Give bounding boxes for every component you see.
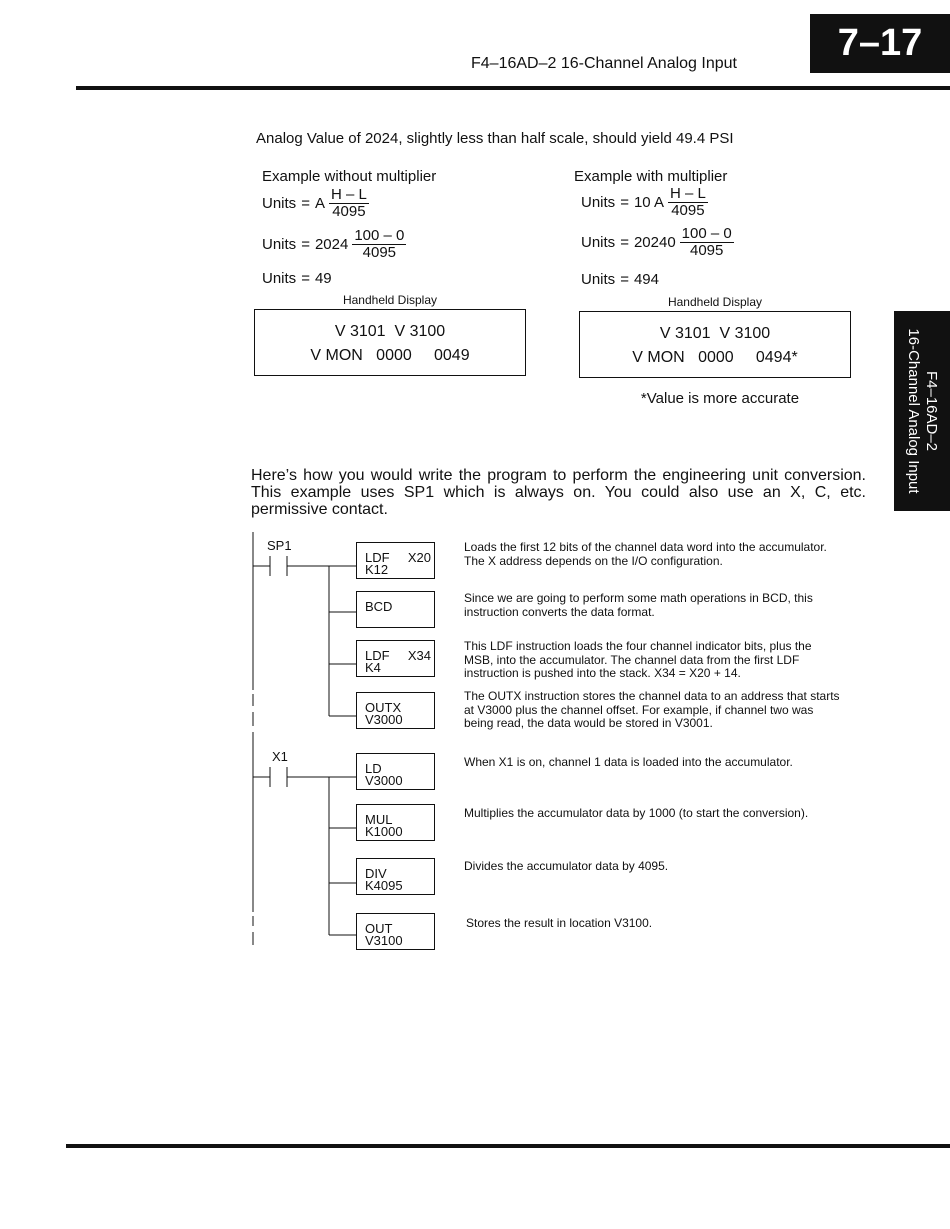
instruction-op: BCD: [365, 599, 393, 614]
eq-denominator: 4095: [671, 202, 705, 219]
instruction-arg: V3000: [365, 773, 403, 788]
eq-lhs: Units: [581, 234, 616, 251]
page-number-tab: 7–17: [810, 14, 950, 73]
contact-label-x1: X1: [272, 749, 288, 764]
side-tab-line1: F4–16AD–2: [923, 370, 940, 452]
instruction-box-mul: [356, 804, 435, 841]
eq-coef: 2024: [314, 236, 349, 253]
eq-lhs: Units: [262, 270, 297, 287]
intro-text: Analog Value of 2024, slightly less than half scale, should yield 49.4 PSI: [256, 130, 734, 147]
instruction-description: Stores the result in location V3100.: [466, 916, 653, 930]
eq-denominator: 4095: [690, 242, 724, 259]
example-left-heading: Example without multiplier: [262, 168, 437, 185]
instruction-op: MUL: [365, 812, 393, 827]
display-row2: V MON 0000 0049: [310, 347, 470, 364]
instruction-arg: K1000: [365, 824, 403, 839]
instruction-box-bcd: [356, 591, 435, 628]
eq-coef: 10 A: [633, 194, 664, 211]
instruction-description: This LDF instruction loads the four channel indicator bits, plus the MSB, into the accumulator. The channel data from the first LDF instruction is pushed into the stack. X34 = X20 + 14.: [464, 639, 812, 680]
instruction-box-out: [356, 913, 435, 950]
instruction-box-div: [356, 858, 435, 895]
instruction-description: When X1 is on, channel 1 data is loaded into the accumulator.: [464, 755, 793, 769]
eq-numerator: H – L: [669, 185, 706, 202]
instruction-box-outx: [356, 692, 435, 729]
eq-sign: =: [301, 195, 310, 212]
instruction-arg: V3100: [365, 933, 403, 948]
instruction-description: Divides the accumulator data by 4095.: [464, 859, 669, 873]
eq-lhs: Units: [581, 194, 616, 211]
instruction-arg: K4: [365, 660, 381, 675]
example-right-heading: Example with multiplier: [574, 168, 728, 185]
instruction-description: Multiplies the accumulator data by 1000 (to start the conversion).: [464, 806, 809, 820]
instruction-op: OUTX: [365, 700, 402, 715]
left-display-label: Handheld Display: [342, 293, 438, 307]
eq-value: 494: [633, 271, 659, 288]
body-paragraph: Here’s how you would write the program to perform the engineering unit conversion. This example uses SP1 which is always on. You could also use an X, C, etc. permissive contact.: [251, 467, 866, 518]
contact-label-sp1: SP1: [267, 538, 292, 553]
instruction-description: The OUTX instruction stores the channel data to an address that starts at V3000 plus the channel offset. For example, if channel two was being read, the data would be stored in V3001.: [464, 689, 840, 730]
eq-lhs: Units: [262, 195, 297, 212]
instruction-box-ld: [356, 753, 435, 790]
display-row1: V 3101 V 3100: [334, 323, 446, 340]
eq-sign: =: [301, 270, 310, 287]
instruction-arg: V3000: [365, 712, 403, 727]
accuracy-note: *Value is more accurate: [640, 390, 800, 407]
eq-lhs: Units: [581, 271, 616, 288]
instruction-arg: K12: [365, 562, 389, 577]
eq-denominator: 4095: [332, 203, 366, 220]
eq-sign: =: [620, 271, 629, 288]
instruction-op: LD: [365, 761, 382, 776]
display-row2: V MON 0000 0494*: [632, 349, 798, 366]
eq-numerator: H – L: [330, 186, 367, 203]
side-tab-line2: 16-Channel Analog Input: [905, 328, 922, 494]
eq-value: 49: [314, 270, 332, 287]
instruction-op: OUT: [365, 921, 393, 936]
eq-sign: =: [620, 194, 629, 211]
instruction-box-ldf-x20: [356, 542, 435, 579]
page-header-title: F4–16AD–2 16-Channel Analog Input: [471, 55, 737, 72]
instruction-arg: K4095: [365, 878, 403, 893]
display-row1: V 3101 V 3100: [659, 325, 771, 342]
instruction-op: LDF: [365, 550, 390, 565]
instruction-op: LDF: [365, 648, 390, 663]
instruction-box-ldf-x34: [356, 640, 435, 677]
footer-rule: [66, 1144, 950, 1148]
instruction-addr: X20: [407, 550, 431, 565]
eq-sign: =: [620, 234, 629, 251]
instruction-addr: X34: [407, 648, 431, 663]
instruction-description: Since we are going to perform some math operations in BCD, this instruction converts the data format.: [464, 591, 813, 619]
eq-numerator: 100 – 0: [354, 227, 405, 244]
eq-sign: =: [301, 236, 310, 253]
eq-coef: A: [314, 195, 325, 212]
eq-numerator: 100 – 0: [681, 225, 732, 242]
right-display-label: Handheld Display: [667, 295, 763, 309]
eq-denominator: 4095: [362, 244, 397, 261]
eq-coef: 20240: [633, 234, 676, 251]
eq-lhs: Units: [262, 236, 297, 253]
instruction-op: DIV: [365, 866, 387, 881]
instruction-description: Loads the first 12 bits of the channel data word into the accumulator. The X address depends on the I/O configuration.: [464, 540, 827, 568]
